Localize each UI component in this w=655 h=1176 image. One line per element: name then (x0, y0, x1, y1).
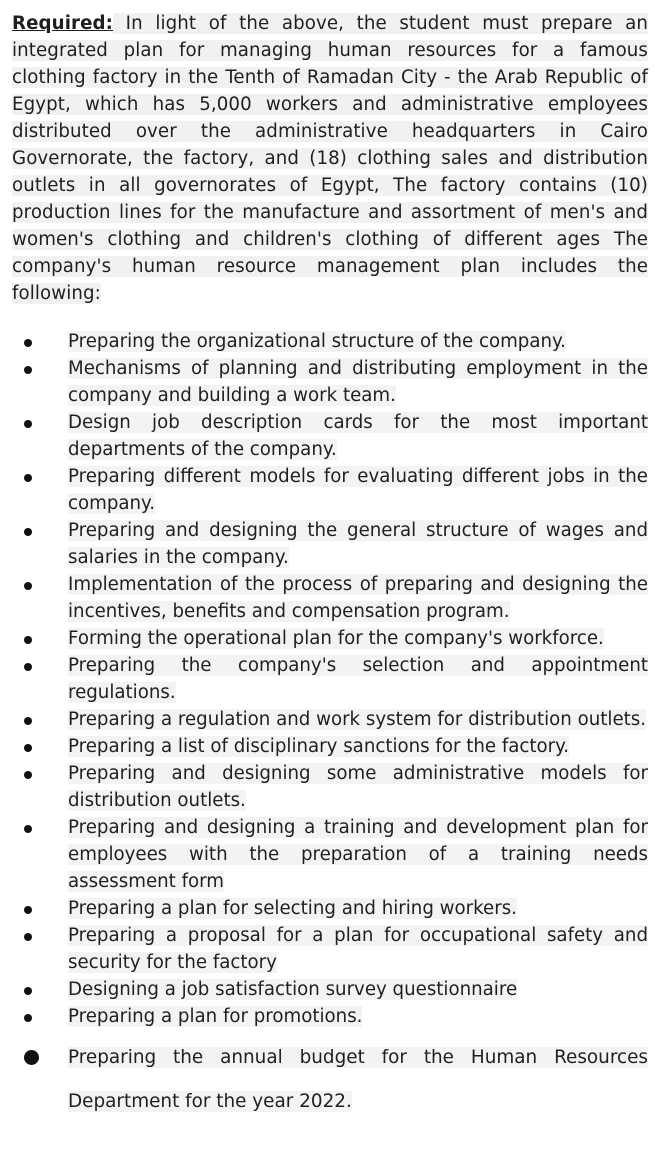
list-item (68, 895, 648, 922)
list-item-text: Preparing and designing a training and development plan for employees with the preparation of a training needs assessment form (68, 817, 648, 892)
list-item-text: Preparing the company's selection and appointment regulations. (68, 655, 648, 703)
list-item (68, 922, 648, 976)
bullet-icon (24, 474, 32, 482)
list-item-text: Preparing and designing some administrative models for distribution outlets. (68, 763, 648, 811)
list-item (68, 625, 648, 652)
list-item (68, 760, 648, 814)
bullet-icon (24, 744, 32, 752)
list-item-text: Preparing a proposal for a plan for occupational safety and security for the factory (68, 925, 648, 973)
list-item (68, 517, 648, 571)
list-item-text: Preparing the organizational structure of the company. (68, 331, 566, 352)
bullet-icon (24, 636, 32, 644)
list-item (68, 706, 648, 733)
list-item-text: Preparing a list of disciplinary sanctions for the factory. (68, 736, 570, 757)
requirements-list (0, 328, 655, 1124)
bullet-icon (24, 1050, 39, 1065)
list-item-text: Preparing the annual budget for the Human Resources Department for the year 2022. (68, 1047, 648, 1112)
list-item-text: Preparing a plan for promotions. (68, 1006, 363, 1027)
list-item-text: Forming the operational plan for the company's workforce. (68, 628, 604, 649)
list-item (68, 463, 648, 517)
bullet-icon (24, 987, 32, 995)
list-item (68, 1003, 648, 1030)
list-item (68, 328, 648, 355)
list-item (68, 976, 648, 1003)
bullet-icon (24, 825, 32, 833)
list-item-text: Design job description cards for the most important departments of the company. (68, 412, 648, 460)
bullet-icon (24, 663, 32, 671)
list-item-text: Mechanisms of planning and distributing employment in the company and building a work team. (68, 358, 648, 406)
list-item (68, 355, 648, 409)
bullet-icon (24, 906, 32, 914)
bullet-icon (24, 420, 32, 428)
list-item-text: Preparing a plan for selecting and hiring workers. (68, 898, 517, 919)
list-item-text: Designing a job satisfaction survey questionnaire (68, 979, 518, 1000)
bullet-icon (24, 771, 32, 779)
list-item-text: Preparing different models for evaluating different jobs in the company. (68, 466, 648, 514)
list-item (68, 814, 648, 895)
list-item-text: Implementation of the process of preparing and designing the incentives, benefits and compensation program. (68, 574, 648, 622)
list-item (68, 1036, 648, 1124)
bullet-icon (24, 528, 32, 536)
list-item (68, 571, 648, 625)
intro-text: In light of the above, the student must prepare an integrated plan for managing human resources for a famous clothing factory in the Tenth of Ramadan City - the Arab Republic of Egypt, which has 5,000 workers and administrative employees distributed over the administrative headquarters in Cairo Governorate, the factory, and (18) clothing sales and distribution outlets in all governorates of Egypt, The factory contains (10) production lines for the manufacture and assortment of men's and women's clothing and children's clothing of different ages The company's human resource management plan includes the following: (12, 13, 648, 304)
list-item (68, 733, 648, 760)
list-item (68, 652, 648, 706)
bullet-icon (24, 582, 32, 590)
list-item-text: Preparing a regulation and work system for distribution outlets. (68, 709, 647, 730)
list-item-text: Preparing and designing the general structure of wages and salaries in the company. (68, 520, 648, 568)
required-label: Required: (12, 13, 114, 34)
bullet-icon (24, 339, 32, 347)
intro-paragraph (12, 10, 648, 307)
list-item (68, 409, 648, 463)
bullet-icon (24, 717, 32, 725)
bullet-icon (24, 1014, 32, 1022)
bullet-icon (24, 366, 32, 374)
bullet-icon (24, 933, 32, 941)
